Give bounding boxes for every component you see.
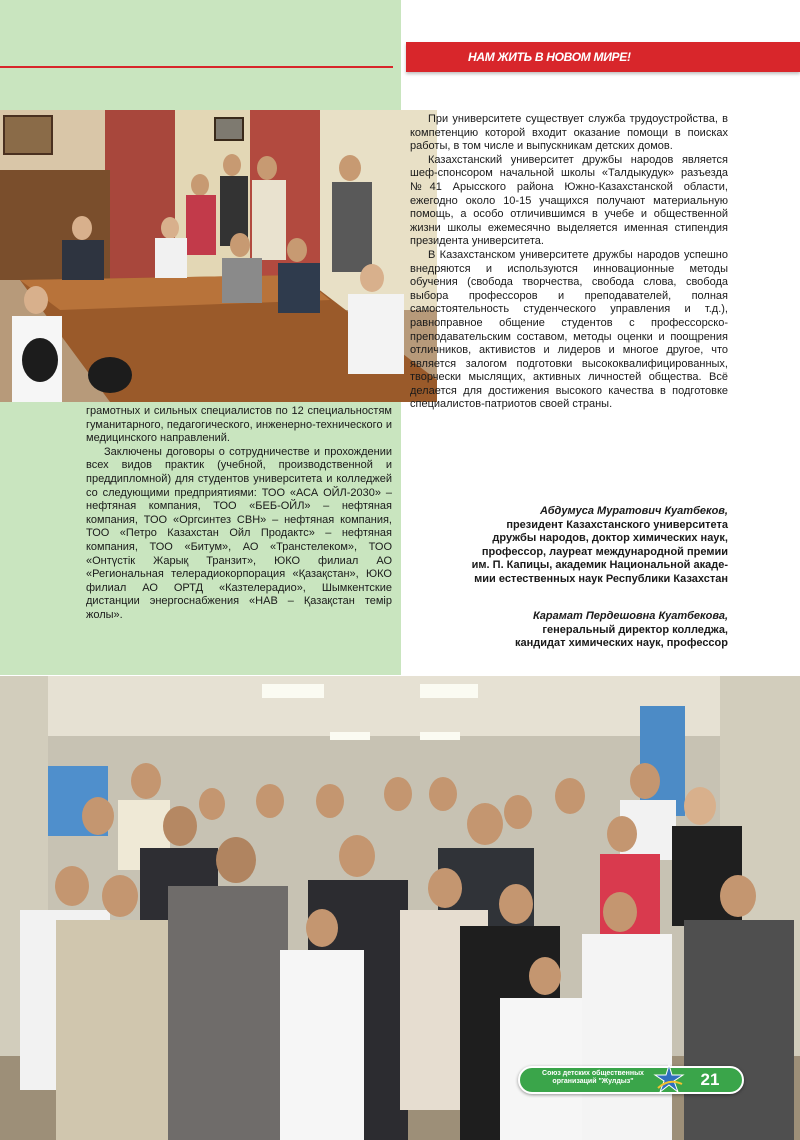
signature-line: им. П. Капицы, академик Национальной акаде-: [471, 559, 728, 572]
left-paragraph-1: грамотных и сильных специалистов по 12 специальностям гуманитарного, педагогического, инженерно-технического и медицинского направлений.: [86, 405, 392, 445]
left-column-text: [86, 405, 392, 623]
signature-name: Карамат Пердешовна Куатбекова,: [533, 610, 728, 622]
signature-line: президент Казахстанского университета: [506, 518, 728, 531]
right-column-text: [410, 113, 728, 412]
signature-line: мии естественных наук Республики Казахстан: [474, 572, 728, 585]
meeting-room-photo: [0, 110, 437, 402]
signature-line: дружбы народов, доктор химических наук,: [492, 532, 728, 545]
signature-director: [515, 610, 728, 651]
page-number: 21: [700, 1070, 720, 1089]
right-paragraph-2: Казахстанский университет дружбы народов является шеф-спонсором начальной школы «Талдыкудук» разъезда №41 Арысского района Южно-Казахстанской области, ежегодно около 10-15 учащихся получают материальную помощь, а особо отличившимся в учебе и общественной жизни школы ежемесячно выделяется именная стипендия президента университета.: [410, 153, 728, 248]
star-logo-icon: [652, 1062, 686, 1096]
right-paragraph-1: При университете существует служба трудоустройства, в компетенцию которой входит оказание помощи в поисках работы, в том числе и выпускникам детских домов.: [410, 113, 728, 153]
signature-line: профессор, лауреат международной премии: [481, 545, 728, 558]
signature-line: генеральный директор колледжа,: [542, 623, 728, 636]
banner-title: НАМ ЖИТЬ В НОВОМ МИРЕ!: [468, 50, 631, 64]
signature-name: Абдумуса Муратович Куатбеков,: [540, 505, 728, 517]
section-banner: [406, 42, 800, 72]
footer-org-name: Союз детских общественных организаций "Жулдыз": [542, 1070, 644, 1085]
right-paragraph-3: В Казахстанском университете дружбы народов успешно внедряются и используются инновационные методы обучения (свобода творчества, свобода слова, свобода выбора профессоров и преподавателей, полная самостоятельность студенческого управления и т.д.), равноправное общение студентов с профессорско-преподавательским составом, методы оценки и поощрения отличников, активистов и лидеров и многое другое, что является залогом подготовки высококвалифицированных, творчески мыслящих, активных личностей общества. Всё делается для достижения высокого качества в подготовке специалистов-патриотов своей страны.: [410, 248, 728, 411]
signature-line: кандидат химических наук, профессор: [515, 637, 728, 650]
red-divider-line: [0, 66, 393, 68]
signature-president: [472, 505, 728, 587]
left-paragraph-2: Заключены договоры о сотрудничестве и прохождении всех видов практик (учебной, производственной и преддипломной) для студентов университета и колледжей со следующими предприятиями: ТОО «АСА ОЙЛ-2030» – нефтяная компания, ТОО «БЕБ-ОЙЛ» – нефтяная компания, ТОО «Оргсинтез СВН» – нефтяная компания, ТОО «Петро Казахстан Ойл Продактс» – нефтяная компания, ТОО «Битум», АО «Транстелеком», ТОО «Онтүстік Жарық Транзит», ЮКО филиал АО «Региональная телерадиокорпорация «Қазақстан», ЮКО филиал АО ОРТД «Казтелерадио», Шымкентские дистанции энергоснабжения «НАВ – Қазақстан темір жолы».: [86, 445, 392, 621]
